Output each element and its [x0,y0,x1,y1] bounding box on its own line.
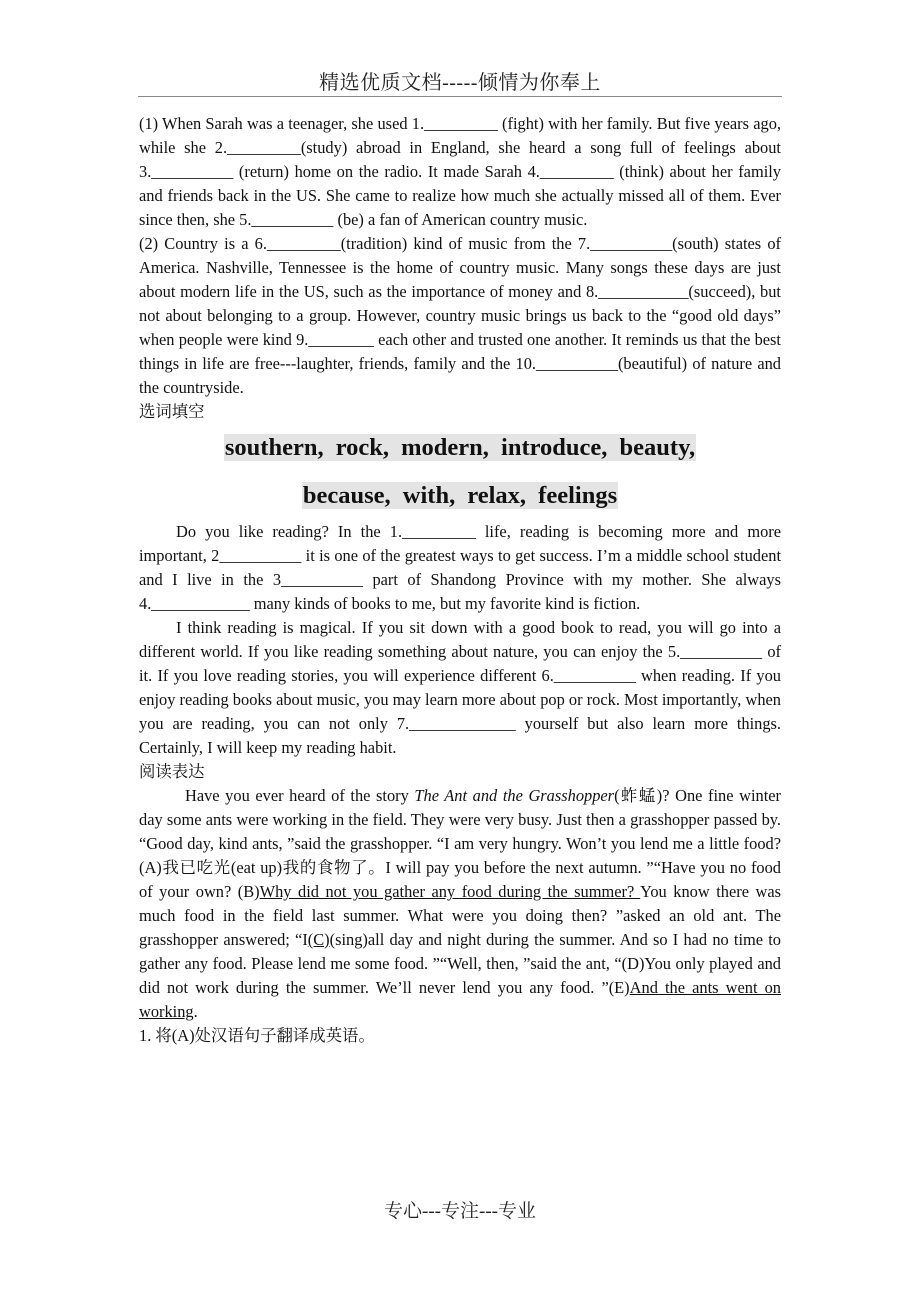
header-divider [138,96,782,97]
passage-part-a: Have you ever heard of the story [185,786,415,805]
word-bank [139,424,781,520]
section2-paragraph2: I think reading is magical. If you sit down with a good book to read, you will go into a different world. If you like reading something about nature, you can enjoy the 5.__________ of it. If you love reading stories, you will experience different 6.__________ when reading. If you enjoy reading books about music, you may learn more about pop or rock. Most importantly, when you are reading, you can not only 7._____________ yourself but also learn more things. Certainly, I will keep my reading habit. [139,618,781,757]
underlined-marker-c: (C) [307,930,330,949]
document-body [139,112,781,1048]
word-bank-line1 [139,424,781,472]
section2-label: 选词填空 [139,402,205,421]
underlined-sentence-b: Why did not you gather any food during the summer? [259,882,641,901]
section2-paragraph1: Do you like reading? In the 1._________ life, reading is becoming more and more important, 2__________ it is one of the greatest ways to get success. I’m a middle school student and I live in the 3__________ part of Shandong Province with my mother. She always 4.____________ many kinds of books to me, but my favorite kind is fiction. [139,522,781,613]
word-bank-line2 [139,472,781,520]
underlined-sentence-e: And the ants went on working [139,978,782,1021]
word-bank-line1-text: southern, rock, modern, introduce, beauty, [224,434,696,461]
passage-part-b: (蚱蜢)? One fine winter day some ants were working in the field. They were very busy. Just then a grasshopper passed by. “Good day, kind ants, ”said the grasshopper. “I am very hungry. Won’t you lend me a little food? (A)我已吃光(eat up)我的食物了。I will pay you before the next autumn. ”“Have you no food of your own? (B) [139,786,781,901]
word-bank-line2-text: because, with, relax, feelings [302,482,618,509]
passage-part-c: You know there was much food in the field last summer. What were you doing then? ”asked an old ant. The grasshopper answered; “I [139,882,782,949]
section1-paragraph2: (2) Country is a 6._________(tradition) kind of music from the 7.__________(south) states of America. Nashville, Tennessee is the home of country music. Many songs these days are just about modern life in the US, such as the importance of money and 8.___________(succeed), but not about belonging to a group. However, country music brings us back to the “good old days” when people were kind 9.________ each other and trusted one another. It reminds us that the best things in life are free---laughter, friends, family and the 10.__________(beautiful) of nature and the countryside. [139,234,781,397]
question-1: 1. 将(A)处汉语句子翻译成英语。 [139,1026,375,1045]
section3-passage [139,784,781,1024]
page-footer: 专心---专注---专业 [384,1201,536,1222]
section3-label: 阅读表达 [139,762,205,781]
page-header: 精选优质文档-----倾情为你奉上 [319,72,601,94]
story-title: The Ant and the Grasshopper [414,786,615,805]
passage-part-d: (sing)all day and night during the summer. And so I had no time to gather any food. Please lend me some food. ”“Well, then, ”said the ant, “(D)You only played and did not work during the summer. We’ll never lend you any food. ”(E) [139,930,781,997]
passage-part-e: . [193,1002,198,1021]
section1-paragraph1: (1) When Sarah was a teenager, she used 1._________ (fight) with her family. But five years ago, while she 2._________(study) abroad in England, she heard a song full of feelings about 3.__________ (return) home on the radio. It made Sarah 4._________ (think) about her family and friends back in the US. She came to realize how much she actually missed all of them. Ever since then, she 5.__________ (be) a fan of American country music. [139,114,781,229]
